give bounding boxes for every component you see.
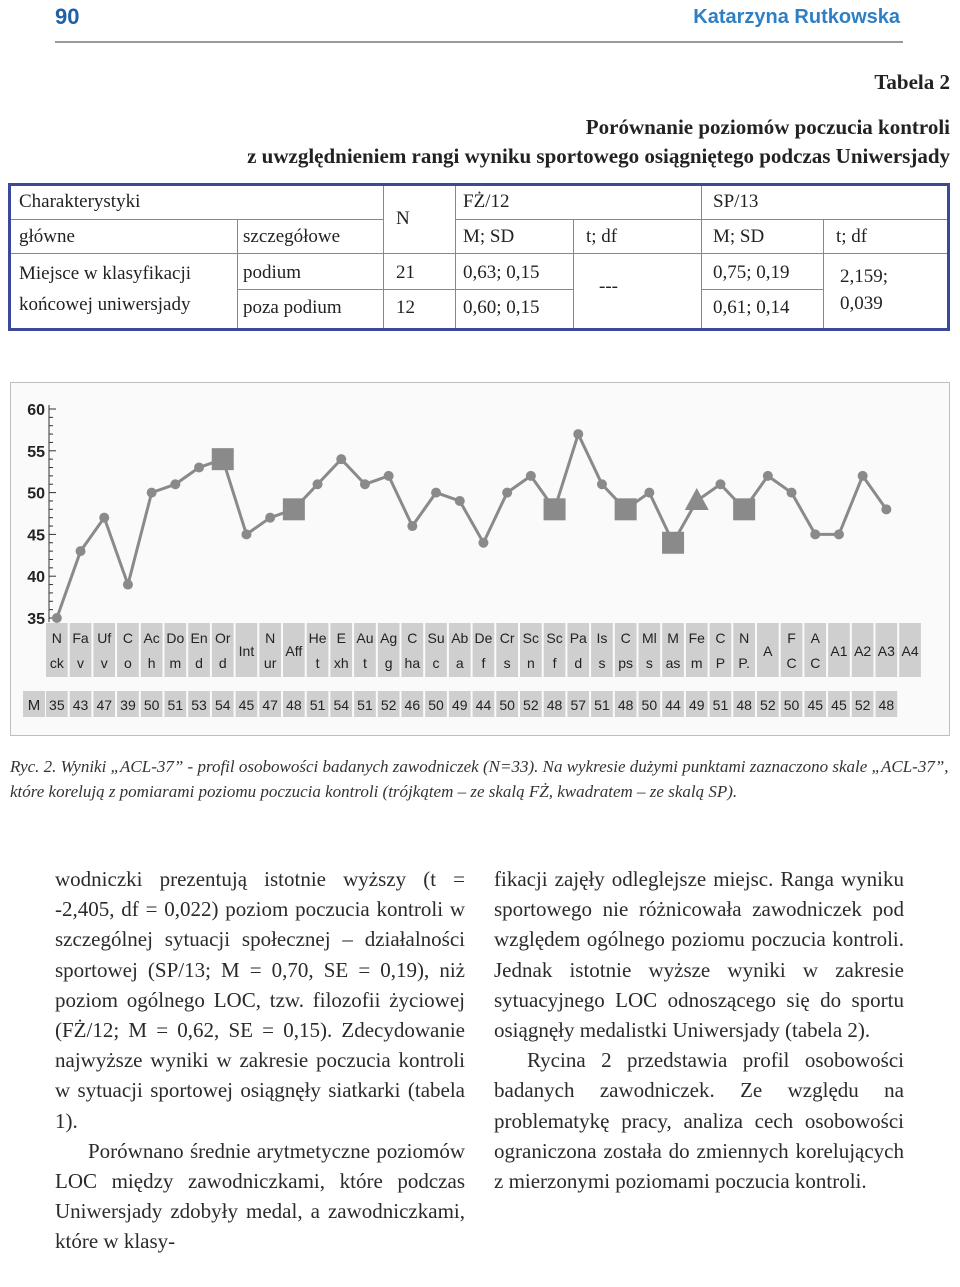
- header-sp: SP/13: [713, 191, 759, 212]
- data-point-square: [544, 498, 566, 520]
- scale-label: s: [645, 655, 653, 671]
- data-point-square: [212, 448, 234, 470]
- scale-label: A2: [854, 643, 872, 659]
- value-label: 49: [688, 697, 705, 713]
- value-label: 50: [499, 697, 515, 713]
- data-point: [123, 580, 133, 590]
- scale-label: Uf: [97, 630, 112, 646]
- data-point: [573, 429, 583, 439]
- scale-label: Sc: [522, 630, 540, 646]
- scale-label: g: [384, 655, 393, 671]
- scale-label: C: [786, 655, 797, 671]
- data-point: [597, 479, 607, 489]
- acl37-profile-chart: [10, 382, 950, 736]
- scale-label: Fa: [72, 630, 89, 646]
- value-label: 44: [665, 697, 681, 713]
- paragraph: Porównano średnie arytmetyczne poziomów LOC między zawodniczkami, które podczas Uniwersjady zdobyły medal, a zawodniczkami, które w klasy-: [55, 1138, 465, 1254]
- data-point: [336, 454, 346, 464]
- running-author: Katarzyna Rutkowska: [693, 6, 900, 28]
- table-title-line2: z uwzględnieniem rangi wyniku sportowego osiągniętego podczas Uniwersjady: [247, 144, 950, 168]
- data-point: [360, 479, 370, 489]
- data-point: [265, 513, 275, 523]
- scale-label: xh: [333, 655, 349, 671]
- text-column-left: [55, 864, 465, 1257]
- value-label: 57: [570, 697, 587, 713]
- data-point: [147, 488, 157, 498]
- scale-label: Ac: [143, 630, 160, 646]
- y-tick-label: 55: [27, 443, 45, 461]
- scale-label: Cr: [499, 630, 515, 646]
- data-point: [763, 471, 773, 481]
- scale-label: F: [787, 630, 796, 646]
- data-point: [52, 613, 62, 623]
- scale-label: C: [122, 630, 134, 646]
- fz-tdf-value: ---: [599, 276, 618, 297]
- scale-label: n: [526, 655, 535, 671]
- value-label: 51: [167, 697, 184, 713]
- data-point: [241, 529, 251, 539]
- scale-label: A1: [830, 643, 848, 659]
- value-label: 54: [333, 697, 350, 713]
- scale-label: Is: [596, 630, 608, 646]
- scale-label: A3: [877, 643, 895, 659]
- scale-label: P.: [738, 655, 750, 671]
- header-tdf-sp: t; df: [836, 226, 868, 247]
- data-point: [455, 496, 465, 506]
- value-label: 48: [878, 697, 895, 713]
- value-label: 48: [617, 697, 634, 713]
- scale-label: P: [715, 655, 726, 671]
- value-label: 46: [404, 697, 421, 713]
- scale-label: Au: [356, 630, 374, 646]
- row1-n: 21: [396, 262, 415, 283]
- data-point-triangle: [685, 488, 709, 510]
- scale-label: Fe: [688, 630, 705, 646]
- sp-tdf-value-line1: 2,159;: [840, 266, 889, 287]
- value-label: 48: [546, 697, 563, 713]
- table-label: Tabela 2: [874, 70, 950, 94]
- scale-label: C: [620, 630, 631, 646]
- scale-label: v: [77, 655, 85, 671]
- value-label: 51: [357, 697, 373, 713]
- scale-label: Sc: [546, 630, 563, 646]
- scale-label: Do: [166, 630, 185, 646]
- running-header: [0, 0, 960, 42]
- data-point: [881, 504, 891, 514]
- series-line: [57, 434, 887, 618]
- data-point: [858, 471, 868, 481]
- row1-fz: 0,63; 0,15: [463, 262, 540, 283]
- scale-label: A: [810, 630, 820, 646]
- header-fz: FŻ/12: [463, 191, 510, 212]
- header-rule: [55, 41, 903, 43]
- value-label: 52: [523, 697, 539, 713]
- value-label: 45: [238, 697, 255, 713]
- scale-label: v: [100, 655, 108, 671]
- text-column-right: [494, 864, 904, 1196]
- scale-label: A4: [901, 643, 919, 659]
- scale-label: m: [169, 655, 182, 671]
- scale-label: A: [763, 643, 773, 659]
- value-label: 47: [96, 697, 113, 713]
- scale-label: as: [665, 655, 681, 671]
- y-tick-label: 40: [27, 569, 45, 587]
- data-point: [313, 479, 323, 489]
- scale-label: He: [308, 630, 327, 646]
- value-label: 39: [120, 697, 136, 713]
- scale-label: Int: [238, 643, 255, 659]
- value-label: 52: [854, 697, 871, 713]
- scale-label: d: [574, 655, 583, 671]
- scale-label: C: [810, 655, 821, 671]
- scale-label: N: [51, 630, 62, 646]
- data-point: [76, 546, 86, 556]
- value-label: 47: [262, 697, 278, 713]
- data-point: [384, 471, 394, 481]
- scale-label: Aff: [285, 643, 303, 659]
- value-label: 50: [783, 697, 800, 713]
- scale-label: C: [715, 630, 726, 646]
- value-label: 50: [428, 697, 444, 713]
- value-label: 45: [831, 697, 847, 713]
- value-label: 48: [736, 697, 752, 713]
- values-row-label: M: [27, 697, 41, 714]
- scale-label: M: [667, 630, 679, 646]
- figure-caption: Ryc. 2. Wyniki „ACL-37” - profil osobowości badanych zawodniczek (N=33). Na wykresie dużymi punktami zaznaczono skale „ACL-37”, które korelują z pomiarami poziomu poczucia kontroli (trójkątem – ze skalą FŻ, kwadratem – ze skalą SP).: [10, 757, 949, 801]
- value-label: 44: [475, 697, 492, 713]
- data-point: [644, 488, 654, 498]
- header-characteristics: Charakterystyki: [19, 191, 141, 212]
- scale-label: m: [690, 655, 703, 671]
- comparison-table: [8, 183, 950, 331]
- data-point: [407, 521, 417, 531]
- data-point: [810, 529, 820, 539]
- scale-label: ha: [404, 655, 421, 671]
- scale-label: Ml: [641, 630, 657, 646]
- row2-detail: poza podium: [243, 297, 342, 318]
- scale-label: d: [195, 655, 203, 671]
- paragraph: fikacji zajęły odleglejsze miejsc. Ranga wyniku sportowego nie różnicowała zawodniczek pod względem ogólnego poziomu poczucia kontroli. Jednak istotnie wyższe wyniki w zakresie sytuacyjnego LOC odnoszącego się do sportu osiągnęły medalistki Uniwersjady (tabela 2).: [494, 867, 904, 1043]
- data-point: [99, 513, 109, 523]
- header-detail: szczegółowe: [243, 226, 341, 247]
- value-label: 51: [712, 697, 729, 713]
- data-point: [502, 488, 512, 498]
- scale-label: Or: [214, 630, 231, 646]
- value-label: 50: [641, 697, 658, 713]
- row1-detail: podium: [243, 262, 302, 283]
- scale-label: Ab: [451, 630, 469, 646]
- value-label: 54: [214, 697, 231, 713]
- value-label: 43: [72, 697, 89, 713]
- scale-label: Su: [427, 630, 445, 646]
- header-msd-fz: M; SD: [463, 226, 515, 247]
- data-point: [526, 471, 536, 481]
- scale-label: a: [455, 655, 464, 671]
- value-label: 35: [49, 697, 65, 713]
- scale-label: d: [218, 655, 227, 671]
- scale-label: h: [147, 655, 156, 671]
- value-label: 51: [594, 697, 610, 713]
- paragraph: Rycina 2 przedstawia profil osobowości badanych zawodniczek. Ze względu na problematykę pracy, analiza cech osobowości ograniczona została do zmiennych korelujących z mierzonymi poziomami poczucia kontroli.: [494, 1048, 904, 1194]
- header-n: N: [396, 208, 410, 229]
- scale-label: c: [432, 655, 440, 671]
- data-point: [431, 488, 441, 498]
- data-point: [715, 479, 725, 489]
- data-point-square: [283, 498, 305, 520]
- scale-label: N: [739, 630, 750, 646]
- y-tick-label: 50: [27, 485, 45, 503]
- data-point: [194, 463, 204, 473]
- scale-label: E: [336, 630, 346, 646]
- scale-label: s: [503, 655, 511, 671]
- scale-label: C: [407, 630, 418, 646]
- scale-label: ur: [263, 655, 277, 671]
- scale-label: f: [481, 655, 486, 671]
- scale-label: Pa: [569, 630, 587, 646]
- scale-label: En: [190, 630, 208, 646]
- table-title-line1: Porównanie poziomów poczucia kontroli: [585, 115, 950, 139]
- scale-label: t: [315, 655, 320, 671]
- scale-label: t: [363, 655, 367, 671]
- sp-tdf-value-line2: 0,039: [840, 293, 883, 314]
- value-label: 49: [451, 697, 468, 713]
- value-label: 48: [286, 697, 302, 713]
- value-label: 51: [309, 697, 326, 713]
- scale-label: ps: [618, 655, 634, 671]
- scale-label: f: [552, 655, 557, 671]
- row-label-line1: Miejsce w klasyfikacji: [19, 263, 192, 284]
- scale-label: ck: [49, 655, 64, 671]
- data-point-square: [615, 498, 637, 520]
- y-tick-label: 45: [27, 527, 45, 545]
- data-point-square: [662, 532, 684, 554]
- chart-svg: [11, 383, 949, 735]
- row2-fz: 0,60; 0,15: [463, 297, 540, 318]
- row1-sp: 0,75; 0,19: [713, 262, 790, 283]
- data-point-square: [733, 498, 755, 520]
- data-point: [787, 488, 797, 498]
- scale-label: De: [474, 630, 493, 646]
- scale-label: N: [265, 630, 276, 646]
- data-point: [478, 538, 488, 548]
- value-label: 53: [191, 697, 207, 713]
- scale-label: o: [124, 655, 132, 671]
- data-point: [834, 529, 844, 539]
- scale-label: s: [598, 655, 606, 671]
- value-label: 52: [380, 697, 397, 713]
- page-number: 90: [55, 4, 80, 29]
- header-msd-sp: M; SD: [713, 226, 765, 247]
- value-label: 45: [807, 697, 824, 713]
- y-tick-label: 35: [27, 611, 45, 628]
- scale-label: Ag: [380, 630, 398, 646]
- row-label-line2: końcowej uniwersjady: [19, 294, 191, 315]
- y-tick-label: 60: [27, 402, 45, 419]
- value-label: 52: [760, 697, 776, 713]
- row2-n: 12: [396, 297, 415, 318]
- row2-sp: 0,61; 0,14: [713, 297, 790, 318]
- value-label: 50: [143, 697, 160, 713]
- header-tdf-fz: t; df: [586, 226, 618, 247]
- data-point: [170, 479, 180, 489]
- header-main: główne: [19, 226, 75, 247]
- paragraph: wodniczki prezentują istotnie wyższy (t = -2,405, df = 0,022) poziom poczucia kontroli w szczególnej sytuacji społecznej – działalności sportowej (SP/13; M = 0,70, SE = 0,19), niż poziom ogólnego LOC, tzw. filozofii życiowej (FŻ/12; M = 0,62, SE = 0,15). Zdecydowanie najwyższe wyniki w zakresie poczucia kontroli w sytuacji sportowej osiągnęły siatkarki (tabela 1).: [55, 867, 465, 1133]
